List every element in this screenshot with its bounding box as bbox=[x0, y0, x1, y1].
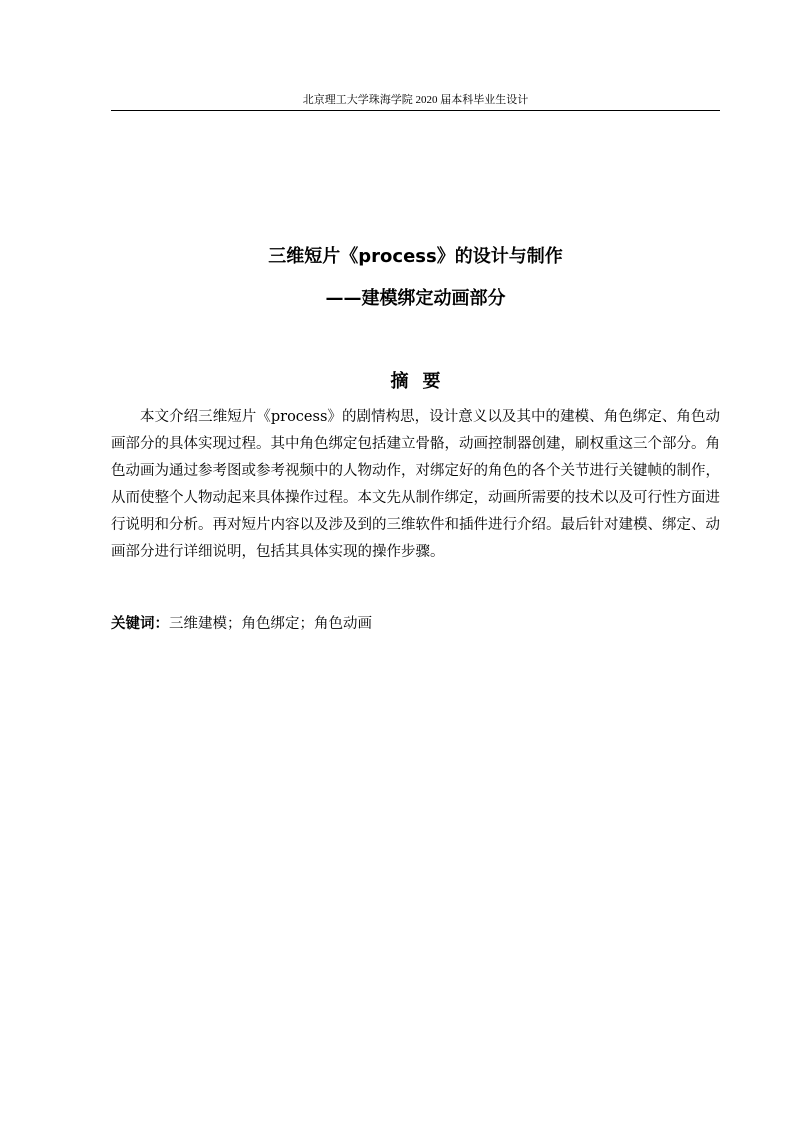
thesis-title: 三维短片《process》的设计与制作 bbox=[268, 246, 563, 267]
running-header: 北京理工大学珠海学院 2020 届本科毕业生设计 bbox=[111, 92, 720, 111]
thesis-subtitle: ——建模绑定动画部分 bbox=[325, 288, 506, 309]
keywords-line bbox=[111, 612, 720, 636]
abstract-heading: 摘要 bbox=[390, 371, 455, 392]
keywords-value: 三维建模；角色绑定；角色动画 bbox=[169, 616, 372, 632]
keywords-label: 关键词： bbox=[111, 616, 169, 632]
abstract-body: 本文介绍三维短片《process》的剧情构思，设计意义以及其中的建模、角色绑定、角色动画部分的具体实现过程。其中角色绑定包括建立骨骼，动画控制器创建，刷权重这三个部分。角色动画为通过参考图或参考视频中的人物动作，对绑定好的角色的各个关节进行关键帧的制作，从而使整个人物动起来具体操作过程。本文先从制作绑定，动画所需要的技术以及可行性方面进行说明和分析。再对短片内容以及涉及到的三维软件和插件进行介绍。最后针对建模、绑定、动画部分进行详细说明，包括其具体实现的操作步骤。 bbox=[111, 409, 720, 560]
